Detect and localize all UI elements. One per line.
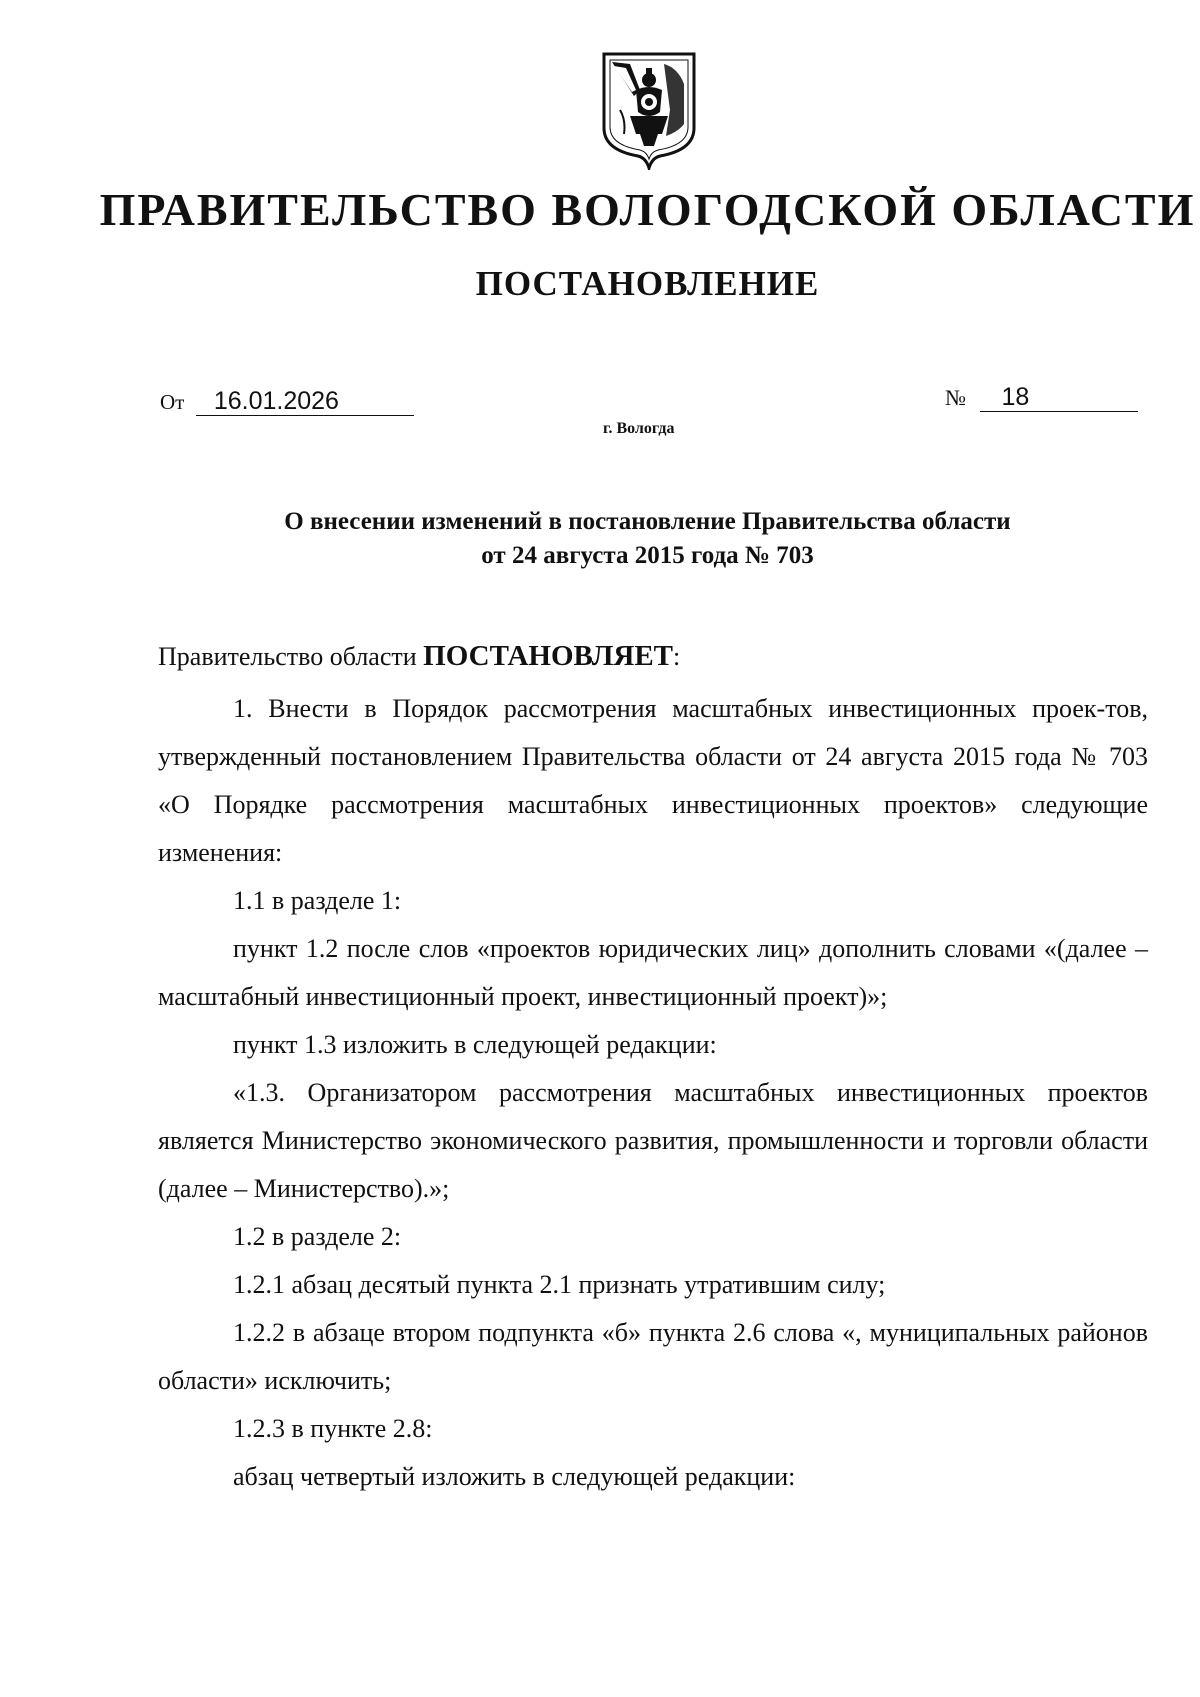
coat-of-arms-icon (600, 50, 698, 170)
lead-prefix: Правительство области (158, 642, 424, 671)
body-paragraph: 1. Внести в Порядок рассмотрения масштабных инвестиционных проек-тов, утвержденный постановлением Правительства области от 24 августа 2015 года № 703 «О Порядке рассмотрения масштабных инвестиционных проектов» следующие изменения: (158, 694, 1148, 867)
body-paragraph: 1.2.1 абзац десятый пункта 2.1 признать утратившим силу; (233, 1270, 886, 1299)
number-row (945, 383, 1138, 412)
lead-bold: ПОСТАНОВЛЯЕТ (423, 640, 673, 672)
government-title: ПРАВИТЕЛЬСТВО ВОЛОГОДСКОЙ ОБЛАСТИ (99, 184, 1196, 235)
document-type-title: ПОСТАНОВЛЕНИЕ (475, 264, 820, 303)
body-paragraph: пункт 1.2 после слов «проектов юридических лиц» дополнить словами «(далее – масштабный инвестиционный проект, инвестиционный проект)»; (158, 934, 1148, 1011)
city-name: г. Вологда (603, 420, 675, 437)
date-row (160, 387, 414, 416)
date-label: От (160, 390, 185, 414)
date-value: 16.01.2026 (196, 387, 414, 416)
body-paragraph: 1.1 в разделе 1: (233, 886, 402, 915)
number-value: 18 (980, 383, 1138, 412)
body-lead (158, 632, 1148, 681)
lead-suffix: : (673, 642, 681, 671)
document-body (158, 632, 1148, 1501)
body-paragraph: пункт 1.3 изложить в следующей редакции: (233, 1030, 717, 1059)
body-paragraph: 1.2.2 в абзаце втором подпункта «б» пункта 2.6 слова «, муниципальных районов области» исключить; (158, 1318, 1148, 1395)
body-paragraph: «1.3. Организатором рассмотрения масштабных инвестиционных проектов является Министерство экономического развития, промышленности и торговли области (далее – Министерство).»; (158, 1078, 1148, 1203)
subject-line-1: О внесении изменений в постановление Правительства области (284, 508, 1011, 535)
body-paragraph: абзац четвертый изложить в следующей редакции: (233, 1462, 796, 1491)
number-label: № (945, 385, 966, 410)
document-subject (0, 505, 1200, 573)
subject-line-2: от 24 августа 2015 года № 703 (481, 542, 814, 569)
body-paragraph: 1.2 в разделе 2: (233, 1222, 402, 1251)
body-paragraph: 1.2.3 в пункте 2.8: (233, 1414, 433, 1443)
